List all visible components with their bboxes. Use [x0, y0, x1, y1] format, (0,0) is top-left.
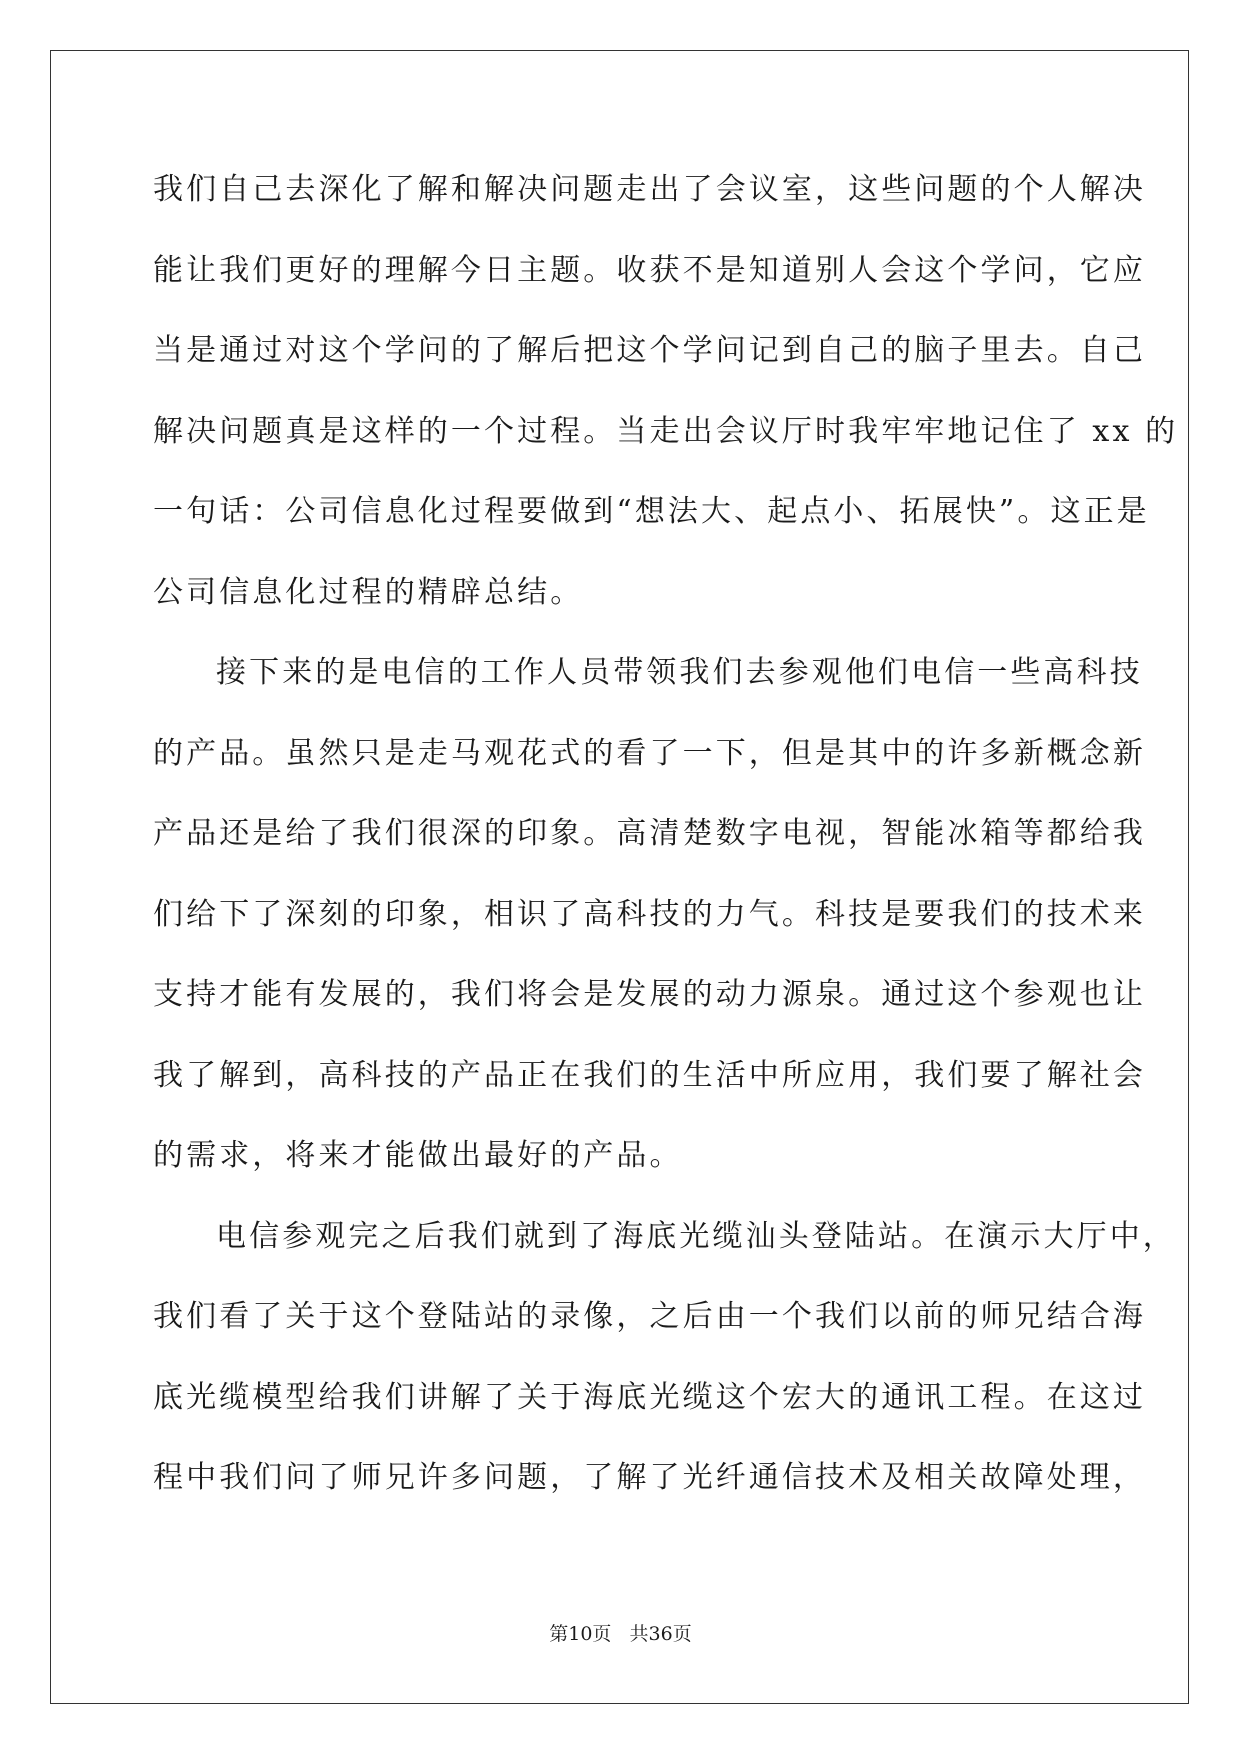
document-body — [153, 150, 1179, 1519]
text-line: 解决问题真是这样的一个过程。当走出会议厅时我牢牢地记住了 xx 的 — [153, 413, 1179, 449]
text-line: 当是通过对这个学问的了解后把这个学问记到自己的脑子里去。自己 — [153, 333, 1146, 368]
text-line: 产品还是给了我们很深的印象。高清楚数字电视，智能冰箱等都给我 — [153, 816, 1146, 851]
text-line: 我们看了关于这个登陆站的录像，之后由一个我们以前的师兄结合海 — [153, 1299, 1146, 1334]
text-line: 程中我们问了师兄许多问题，了解了光纤通信技术及相关故障处理， — [153, 1460, 1146, 1495]
text-line: 我了解到，高科技的产品正在我们的生活中所应用，我们要了解社会 — [153, 1057, 1146, 1093]
text-line: 公司信息化过程的精辟总结。 — [153, 574, 584, 610]
text-line: 支持才能有发展的，我们将会是发展的动力源泉。通过这个参观也让 — [153, 977, 1146, 1012]
text-line: 电信参观完之后我们就到了海底光缆汕头登陆站。在演示大厅中， — [216, 1218, 1176, 1254]
text-line: 我们自己去深化了解和解决问题走出了会议室，这些问题的个人解决 — [153, 172, 1146, 207]
page-number-footer: 第10页 共36页 — [549, 1623, 692, 1645]
text-line: 的产品。虽然只是走马观花式的看了一下，但是其中的许多新概念新 — [153, 735, 1146, 771]
text-line: 的需求，将来才能做出最好的产品。 — [153, 1138, 683, 1173]
text-line: 能让我们更好的理解今日主题。收获不是知道别人会这个学问，它应 — [153, 252, 1146, 288]
text-line: 底光缆模型给我们讲解了关于海底光缆这个宏大的通讯工程。在这过 — [153, 1379, 1146, 1415]
text-line: 接下来的是电信的工作人员带领我们去参观他们电信一些高科技 — [216, 655, 1143, 690]
text-line: 们给下了深刻的印象，相识了高科技的力气。科技是要我们的技术来 — [153, 896, 1146, 932]
text-line: 一句话：公司信息化过程要做到“想法大、起点小、拓展快”。这正是 — [153, 494, 1150, 529]
